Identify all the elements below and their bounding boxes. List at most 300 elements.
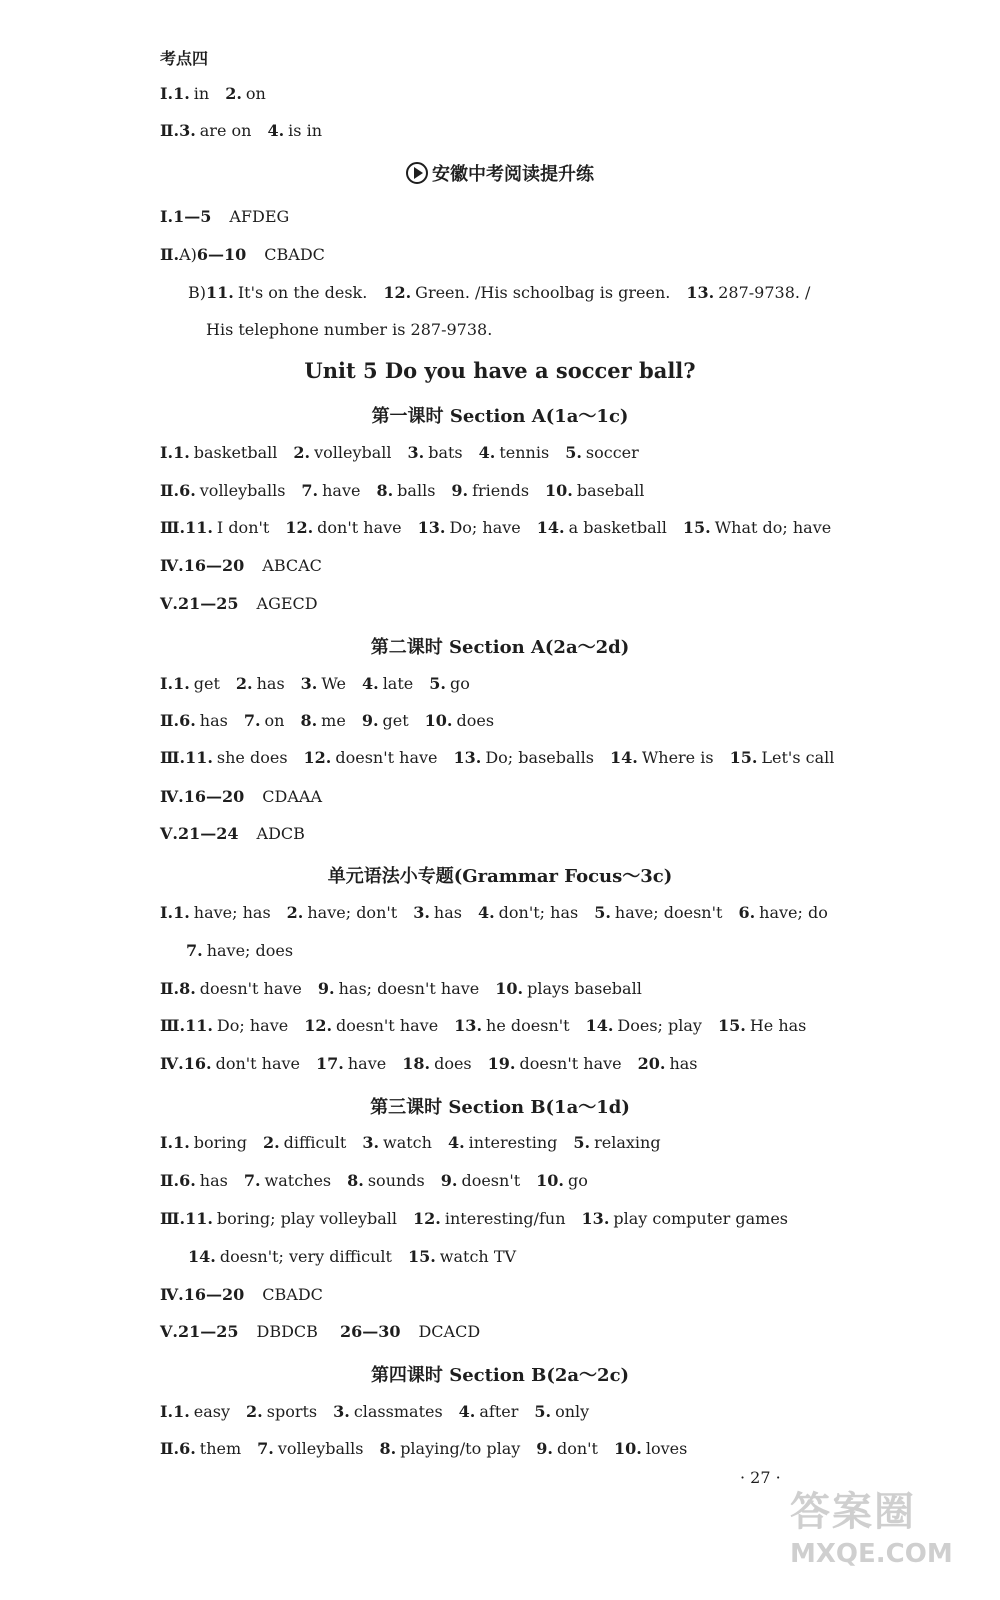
question-range: 6—10 <box>196 245 247 264</box>
answer-row <box>188 283 826 303</box>
answer-item <box>173 1402 230 1421</box>
answer-item <box>683 518 831 537</box>
answer-row <box>160 518 847 538</box>
question-range: 21—25 <box>177 1322 239 1341</box>
answer-item <box>186 941 293 960</box>
item-answer: Green. /His schoolbag is green. <box>415 283 671 302</box>
item-answer: play computer games <box>613 1209 788 1228</box>
item-answer: soccer <box>585 443 639 462</box>
item-answer: difficult <box>283 1133 347 1152</box>
item-number: 14. <box>188 1247 216 1266</box>
answer-row <box>160 121 338 141</box>
section-heading: 考点四 <box>160 49 209 68</box>
answer-item <box>362 1133 432 1152</box>
lesson-heading: 单元语法小专题(Grammar Focus～3c) <box>327 866 673 887</box>
lesson-heading: 第二课时 Section A(2a～2d) <box>370 637 630 658</box>
answer-item <box>185 1016 288 1035</box>
answer-item <box>173 84 209 103</box>
item-answer: have; do <box>759 903 828 922</box>
item-answer: me <box>321 711 346 730</box>
item-number: 14. <box>609 748 638 767</box>
answer-item <box>244 711 285 730</box>
answer-item <box>293 443 391 462</box>
answer-item <box>285 518 401 537</box>
item-number: 10. <box>536 1171 564 1190</box>
answer-row-continued <box>188 1247 532 1267</box>
answer-item <box>347 1171 425 1190</box>
item-number: 12. <box>303 748 332 767</box>
answer-letters: CBADC <box>264 245 325 264</box>
question-range: 26—30 <box>339 1322 401 1341</box>
item-answer: in <box>193 84 210 103</box>
item-answer: have; does <box>206 941 294 960</box>
answer-item <box>565 443 639 462</box>
item-answer: friends <box>472 481 530 500</box>
roman-numeral: Ⅳ. <box>160 1054 184 1073</box>
answer-letters: CDAAA <box>262 787 322 806</box>
answer-item <box>173 443 277 462</box>
item-number: 8. <box>376 481 394 500</box>
item-answer: have; has <box>193 903 271 922</box>
answer-row <box>160 903 844 923</box>
item-answer: watch <box>383 1133 432 1152</box>
item-number: 4. <box>447 1133 465 1152</box>
item-number: 10. <box>495 979 524 998</box>
item-number: 7. <box>257 1439 274 1458</box>
roman-numeral: Ⅰ. <box>160 207 174 226</box>
item-number: 3. <box>407 443 425 462</box>
item-answer: go <box>449 674 470 693</box>
item-number: 1. <box>173 1402 190 1421</box>
item-number: 1. <box>173 1133 190 1152</box>
question-range: 21—25 <box>177 594 239 613</box>
banner-title: 安徽中考阅读提升练 <box>432 164 594 185</box>
item-answer: after <box>479 1402 519 1421</box>
answer-row <box>160 979 658 999</box>
play-icon <box>406 162 428 184</box>
item-answer: sounds <box>367 1171 425 1190</box>
item-number: 3. <box>300 674 318 693</box>
answer-item <box>179 979 302 998</box>
item-number: 6. <box>738 903 756 922</box>
answer-item <box>179 481 285 500</box>
lesson-heading: 第四课时 Section B(2a～2c) <box>370 1365 630 1386</box>
roman-numeral: Ⅳ. <box>160 1285 184 1304</box>
answer-item <box>454 1016 569 1035</box>
item-answer: have <box>347 1054 387 1073</box>
answer-item <box>383 283 670 302</box>
answer-item <box>376 481 435 500</box>
item-number: 11. <box>206 283 234 302</box>
roman-numeral: Ⅰ. <box>160 1402 174 1421</box>
answer-item <box>536 1171 588 1190</box>
item-answer: Let's call <box>761 748 835 767</box>
item-number: 12. <box>413 1209 441 1228</box>
answer-row <box>160 594 340 614</box>
answer-item <box>413 1209 566 1228</box>
answer-item <box>479 443 550 462</box>
item-answer: has; doesn't have <box>338 979 480 998</box>
answer-letters: CBADC <box>262 1285 323 1304</box>
item-answer: on <box>245 84 266 103</box>
answer-item <box>586 1016 702 1035</box>
item-answer: on <box>264 711 285 730</box>
answer-item <box>287 903 398 922</box>
answer-item <box>488 1054 622 1073</box>
item-number: 6. <box>179 711 196 730</box>
answer-item <box>718 1016 806 1035</box>
item-answer: Do; have <box>449 518 521 537</box>
item-answer: Do; baseballs <box>485 748 594 767</box>
item-answer: has <box>199 711 228 730</box>
item-answer: watch TV <box>439 1247 517 1266</box>
item-answer: interesting/fun <box>444 1209 566 1228</box>
item-answer: Where is <box>641 748 714 767</box>
answer-item <box>686 283 810 302</box>
answer-item <box>179 711 228 730</box>
answer-item <box>318 979 479 998</box>
item-answer: only <box>555 1402 590 1421</box>
item-number: 8. <box>347 1171 364 1190</box>
item-number: 5. <box>534 1402 552 1421</box>
item-answer: a basketball <box>568 518 667 537</box>
answer-row <box>160 207 311 227</box>
item-answer: interesting <box>468 1133 558 1152</box>
answer-item <box>610 748 714 767</box>
item-number: 2. <box>225 84 242 103</box>
item-answer: go <box>567 1171 588 1190</box>
item-answer: has <box>199 1171 228 1190</box>
page-number: · 27 · <box>740 1468 781 1487</box>
roman-numeral: Ⅱ. <box>160 711 180 730</box>
item-number: 1. <box>173 84 190 103</box>
item-number: 8. <box>379 1439 397 1458</box>
answer-letters: DBDCB <box>256 1322 318 1341</box>
answer-item <box>534 1402 589 1421</box>
item-answer: bats <box>428 443 463 462</box>
roman-numeral: Ⅴ. <box>160 824 178 843</box>
item-number: 5. <box>565 443 582 462</box>
item-number: 7. <box>301 481 319 500</box>
item-number: 13. <box>581 1209 610 1228</box>
answer-item <box>536 1439 598 1458</box>
answer-item <box>402 1054 471 1073</box>
item-answer: Does; play <box>617 1016 702 1035</box>
item-answer: doesn't have <box>336 1016 439 1035</box>
answer-row <box>160 787 344 807</box>
item-number: 9. <box>317 979 335 998</box>
answer-item <box>257 1439 363 1458</box>
answer-item <box>267 121 322 140</box>
answer-item <box>206 283 367 302</box>
roman-numeral: Ⅲ. <box>160 1209 186 1228</box>
answer-item <box>225 84 266 103</box>
answer-item <box>301 481 360 500</box>
question-range: 16—20 <box>183 787 245 806</box>
item-answer: tennis <box>499 443 550 462</box>
roman-numeral: Ⅳ. <box>160 556 184 575</box>
item-number: 15. <box>407 1247 436 1266</box>
answer-row <box>160 748 850 768</box>
item-answer: easy <box>193 1402 231 1421</box>
answer-row <box>160 1133 677 1153</box>
roman-numeral: Ⅰ. <box>160 674 174 693</box>
answer-row <box>160 1285 345 1305</box>
answer-item <box>304 1016 438 1035</box>
item-number: 15. <box>717 1016 746 1035</box>
item-number: 10. <box>613 1439 642 1458</box>
answer-letters: ADCB <box>256 824 305 843</box>
item-number: 4. <box>361 674 379 693</box>
answer-item <box>246 1402 317 1421</box>
item-answer: watches <box>264 1171 332 1190</box>
item-number: 2. <box>286 903 304 922</box>
item-answer: get <box>193 674 220 693</box>
item-number: 1. <box>173 674 190 693</box>
item-answer: 287-9738. / <box>718 283 811 302</box>
item-number: 3. <box>333 1402 350 1421</box>
item-number: 6. <box>179 481 196 500</box>
item-number: 9. <box>440 1171 458 1190</box>
lesson-heading: 第三课时 Section B(1a～1d) <box>370 1097 630 1118</box>
item-answer: have; doesn't <box>614 903 723 922</box>
item-number: 8. <box>300 711 318 730</box>
answer-item <box>448 1133 557 1152</box>
item-number: 4. <box>267 121 285 140</box>
item-answer: does <box>456 711 495 730</box>
item-number: 9. <box>536 1439 553 1458</box>
answer-item <box>418 518 521 537</box>
answer-item <box>425 711 494 730</box>
answer-item <box>188 1247 392 1266</box>
answer-item <box>451 481 529 500</box>
item-number: 4. <box>478 443 496 462</box>
watermark-logo: 答案圈 MXQE.COM <box>790 1489 953 1569</box>
answer-item <box>573 1133 660 1152</box>
answer-item <box>429 674 470 693</box>
item-number: 6. <box>179 1171 196 1190</box>
answer-item <box>301 674 346 693</box>
item-answer: have; don't <box>307 903 398 922</box>
answer-item <box>441 1171 520 1190</box>
item-number: 13. <box>417 518 446 537</box>
item-number: 18. <box>402 1054 431 1073</box>
answer-item <box>459 1402 519 1421</box>
answer-item <box>173 674 220 693</box>
answer-item <box>173 1133 247 1152</box>
unit-title: Unit 5 Do you have a soccer ball? <box>304 358 696 383</box>
item-number: 1. <box>173 903 190 922</box>
item-number: 15. <box>729 748 758 767</box>
answer-row-continued: His telephone number is 287-9738. <box>206 320 493 339</box>
roman-numeral: Ⅰ. <box>160 84 174 103</box>
answer-row <box>160 1171 604 1191</box>
answer-item <box>379 1439 520 1458</box>
item-answer: What do; have <box>714 518 832 537</box>
item-answer: balls <box>397 481 436 500</box>
answer-row <box>160 84 282 104</box>
answer-item <box>362 674 413 693</box>
answer-row <box>160 711 510 731</box>
answer-item <box>495 979 642 998</box>
answer-item <box>582 1209 788 1228</box>
item-answer: volleyballs <box>199 481 286 500</box>
item-answer: doesn't; very difficult <box>219 1247 392 1266</box>
answer-row <box>160 481 660 501</box>
item-number: 15. <box>682 518 711 537</box>
item-number: 9. <box>451 481 469 500</box>
item-number: 13. <box>453 748 482 767</box>
answer-item <box>738 903 827 922</box>
answer-item <box>179 1171 228 1190</box>
item-answer: don't have <box>317 518 402 537</box>
item-number: 5. <box>429 674 446 693</box>
answer-letters: ABCAC <box>262 556 322 575</box>
item-number: 11. <box>185 1016 213 1035</box>
answer-letters: AGECD <box>256 594 318 613</box>
item-answer: Do; have <box>216 1016 289 1035</box>
roman-numeral: Ⅳ. <box>160 787 184 806</box>
item-number: 4. <box>458 1402 476 1421</box>
item-number: 13. <box>454 1016 483 1035</box>
answer-item <box>185 1209 397 1228</box>
answer-item <box>413 903 462 922</box>
question-range: 16—20 <box>183 1285 245 1304</box>
lesson-heading: 第一课时 Section A(1a～1c) <box>371 406 629 427</box>
answer-row <box>160 556 344 576</box>
answer-item <box>362 711 409 730</box>
roman-numeral: Ⅱ. <box>160 245 180 264</box>
item-number: 9. <box>361 711 379 730</box>
item-number: 12. <box>285 518 314 537</box>
item-answer: has <box>669 1054 698 1073</box>
item-answer: them <box>199 1439 242 1458</box>
answer-item <box>184 1054 300 1073</box>
item-number: 12. <box>304 1016 333 1035</box>
answer-item <box>614 1439 687 1458</box>
item-answer: don't <box>556 1439 598 1458</box>
item-number: 17. <box>316 1054 344 1073</box>
answer-item <box>173 903 271 922</box>
answer-row <box>160 674 486 694</box>
answer-item <box>236 674 285 693</box>
answer-row <box>160 1439 703 1459</box>
answer-row <box>160 1016 822 1036</box>
item-answer: volleyball <box>314 443 392 462</box>
item-answer: baseball <box>576 481 645 500</box>
roman-numeral: Ⅴ. <box>160 594 178 613</box>
answer-row <box>160 1209 804 1229</box>
item-answer: plays baseball <box>527 979 642 998</box>
item-answer: relaxing <box>594 1133 661 1152</box>
item-number: 2. <box>293 443 311 462</box>
item-number: 11. <box>185 748 213 767</box>
item-number: 20. <box>637 1054 666 1073</box>
answer-item <box>263 1133 346 1152</box>
item-number: 4. <box>477 903 495 922</box>
item-answer: We <box>321 674 346 693</box>
item-answer: classmates <box>353 1402 443 1421</box>
item-answer: have <box>322 481 361 500</box>
roman-numeral: Ⅲ. <box>160 1016 186 1035</box>
answer-item <box>594 903 722 922</box>
roman-numeral: Ⅰ. <box>160 1133 174 1152</box>
item-answer: It's on the desk. <box>237 283 368 302</box>
item-number: 3. <box>179 121 196 140</box>
item-answer: are on <box>199 121 252 140</box>
answer-row <box>160 443 655 463</box>
answer-row <box>160 245 347 265</box>
roman-numeral: Ⅰ. <box>160 903 174 922</box>
item-answer: doesn't have <box>335 748 438 767</box>
item-answer: he doesn't <box>486 1016 570 1035</box>
answer-item <box>730 748 835 767</box>
answer-item <box>300 711 345 730</box>
answer-item <box>408 1247 516 1266</box>
roman-numeral: Ⅱ. <box>160 1439 180 1458</box>
item-number: 2. <box>235 674 253 693</box>
item-number: 11. <box>185 518 213 537</box>
item-answer: don't; has <box>498 903 579 922</box>
item-number: 10. <box>424 711 453 730</box>
answer-item <box>545 481 644 500</box>
roman-numeral: Ⅰ. <box>160 443 174 462</box>
item-number: 5. <box>594 903 611 922</box>
item-answer: doesn't have <box>199 979 302 998</box>
item-answer: doesn't have <box>519 1054 622 1073</box>
item-number: 16. <box>183 1054 212 1073</box>
answer-item <box>333 1402 443 1421</box>
answer-item <box>179 1439 241 1458</box>
item-number: 12. <box>383 283 412 302</box>
question-range: 21—24 <box>177 824 239 843</box>
answer-item <box>244 1171 331 1190</box>
item-number: 3. <box>413 903 430 922</box>
roman-numeral: Ⅲ. <box>160 748 186 767</box>
item-number: 5. <box>573 1133 591 1152</box>
item-answer: playing/to play <box>400 1439 521 1458</box>
item-answer: has <box>256 674 285 693</box>
item-number: 11. <box>185 1209 213 1228</box>
roman-numeral: Ⅱ. <box>160 979 180 998</box>
question-range: 1—5 <box>173 207 212 226</box>
item-number: 1. <box>173 443 190 462</box>
item-answer: she does <box>216 748 288 767</box>
item-number: 3. <box>362 1133 380 1152</box>
answer-item <box>316 1054 386 1073</box>
answer-item <box>478 903 578 922</box>
answer-letters: DCACD <box>418 1322 481 1341</box>
item-number: 14. <box>536 518 565 537</box>
item-number: 2. <box>246 1402 263 1421</box>
roman-numeral: Ⅲ. <box>160 518 186 537</box>
answer-item <box>408 443 463 462</box>
item-number: 7. <box>186 941 203 960</box>
item-number: 7. <box>243 1171 261 1190</box>
item-number: 6. <box>179 1439 196 1458</box>
answer-item <box>454 748 594 767</box>
item-answer: sports <box>266 1402 318 1421</box>
item-answer: I don't <box>216 518 270 537</box>
answer-item <box>638 1054 698 1073</box>
answer-item <box>185 748 287 767</box>
roman-numeral: Ⅱ. <box>160 121 180 140</box>
part-label: B) <box>188 283 206 302</box>
item-answer: boring; play volleyball <box>216 1209 398 1228</box>
section-heading <box>0 160 1000 189</box>
part-label: A) <box>179 245 197 264</box>
answer-item <box>537 518 667 537</box>
